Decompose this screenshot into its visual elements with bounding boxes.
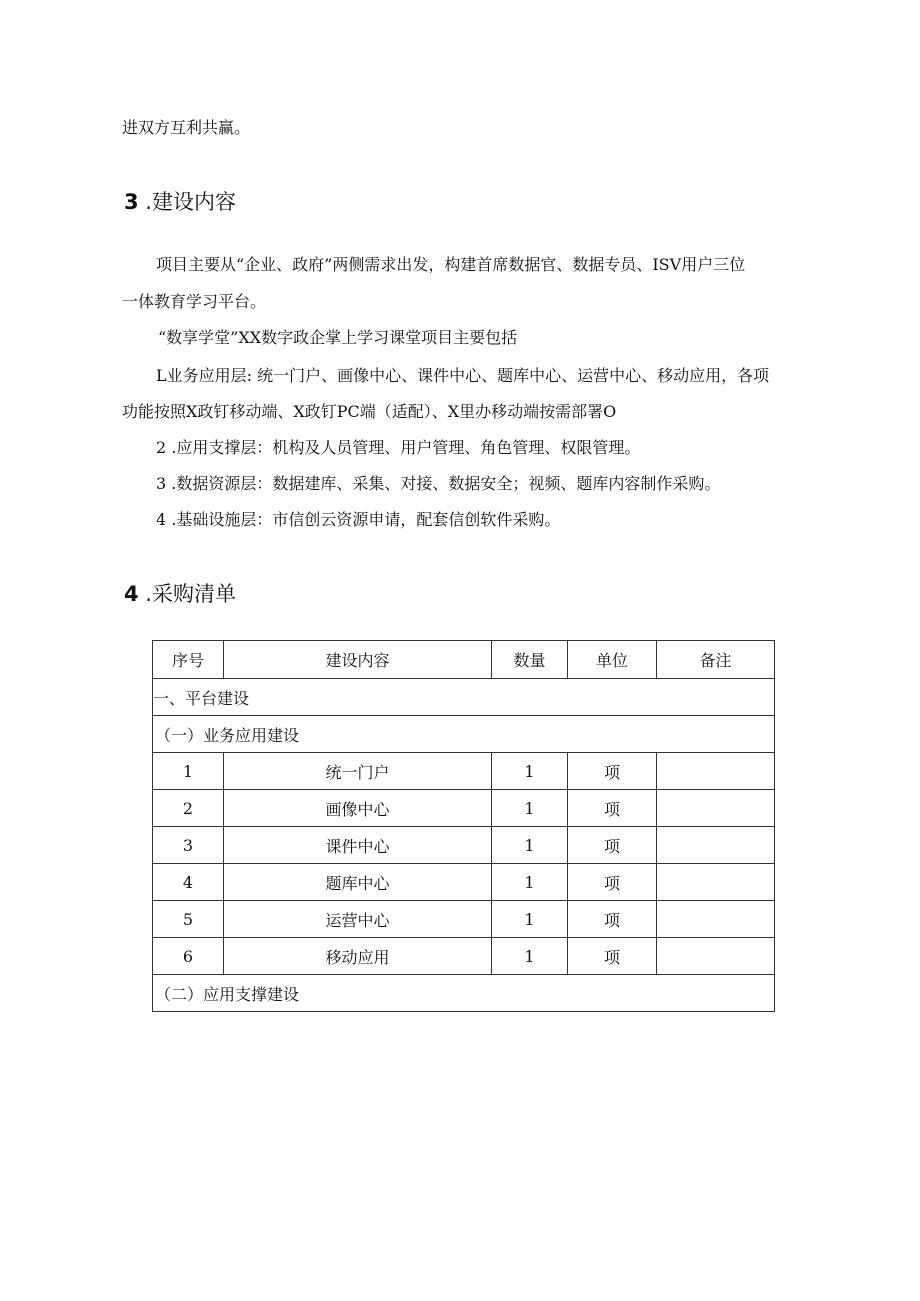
section-heading-construction-content	[124, 189, 236, 215]
cell-content: 课件中心	[224, 827, 492, 864]
cell-unit: 项	[568, 938, 657, 975]
cell-content: 统一门户	[224, 753, 492, 790]
list-item-business-layer-line1: L业务应用层: 统一门户、画像中心、课件中心、题库中心、运营中心、移动应用，各项	[156, 366, 770, 385]
list-item-business-layer-line2: 功能按照X政钉移动端、X政钉PC端（适配）、X里办移动端按需部署O	[122, 402, 617, 421]
cell-no: 6	[153, 938, 224, 975]
heading-number: 3	[124, 190, 139, 214]
cell-unit: 项	[568, 753, 657, 790]
paragraph-project-scope: “数享学堂”XX数字政企掌上学习课堂项目主要包括	[158, 328, 518, 347]
cell-no: 5	[153, 901, 224, 938]
cell-quantity: 1	[492, 938, 568, 975]
table-subsection-row	[153, 716, 775, 753]
paragraph-closing: 进双方互利共赢。	[122, 118, 251, 137]
cell-content: 题库中心	[224, 864, 492, 901]
section-platform-construction: 一、平台建设	[153, 679, 775, 716]
column-header-no: 序号	[153, 641, 224, 679]
cell-quantity: 1	[492, 753, 568, 790]
cell-remarks	[657, 827, 775, 864]
cell-quantity: 1	[492, 827, 568, 864]
cell-no: 1	[153, 753, 224, 790]
cell-unit: 项	[568, 827, 657, 864]
table-row	[153, 827, 775, 864]
cell-unit: 项	[568, 790, 657, 827]
cell-no: 2	[153, 790, 224, 827]
cell-remarks	[657, 901, 775, 938]
table-section-row	[153, 679, 775, 716]
table-row	[153, 864, 775, 901]
column-header-quantity: 数量	[492, 641, 568, 679]
subsection-app-support: （二）应用支撑建设	[153, 975, 775, 1012]
heading-text: .采购清单	[138, 582, 236, 606]
list-item-infrastructure-layer: 4 .基础设施层：市信创云资源申请，配套信创软件采购。	[156, 510, 561, 529]
table-row	[153, 753, 775, 790]
cell-remarks	[657, 938, 775, 975]
cell-remarks	[657, 864, 775, 901]
heading-number: 4	[124, 582, 139, 606]
cell-unit: 项	[568, 864, 657, 901]
procurement-table	[152, 640, 775, 1012]
heading-text: .建设内容	[138, 190, 236, 214]
cell-no: 4	[153, 864, 224, 901]
list-item-support-layer: 2 .应用支撑层：机构及人员管理、用户管理、角色管理、权限管理。	[156, 438, 641, 457]
cell-content: 运营中心	[224, 901, 492, 938]
list-item-data-layer: 3 .数据资源层：数据建库、采集、对接、数据安全；视频、题库内容制作采购。	[156, 474, 721, 493]
column-header-unit: 单位	[568, 641, 657, 679]
column-header-remarks: 备注	[657, 641, 775, 679]
cell-remarks	[657, 790, 775, 827]
cell-content: 画像中心	[224, 790, 492, 827]
subsection-business-apps: （一）业务应用建设	[153, 716, 775, 753]
cell-no: 3	[153, 827, 224, 864]
cell-quantity: 1	[492, 864, 568, 901]
cell-quantity: 1	[492, 790, 568, 827]
table-subsection-row	[153, 975, 775, 1012]
paragraph-intro-line1: 项目主要从“企业、政府”两侧需求出发，构建首席数据官、数据专员、ISV用户三位	[156, 255, 746, 274]
cell-remarks	[657, 753, 775, 790]
table-row	[153, 938, 775, 975]
paragraph-intro-line2: 一体教育学习平台。	[122, 292, 267, 311]
cell-content: 移动应用	[224, 938, 492, 975]
section-heading-procurement-list	[124, 581, 236, 607]
cell-unit: 项	[568, 901, 657, 938]
table-header-row	[153, 641, 775, 679]
table-row	[153, 790, 775, 827]
cell-quantity: 1	[492, 901, 568, 938]
table-row	[153, 901, 775, 938]
column-header-content: 建设内容	[224, 641, 492, 679]
